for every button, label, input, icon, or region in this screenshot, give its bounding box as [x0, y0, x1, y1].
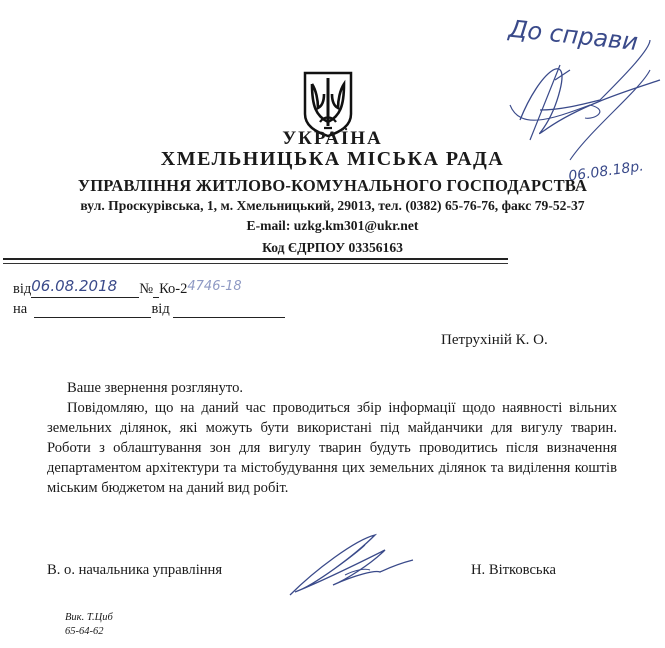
number-gap — [153, 281, 159, 298]
signatory-position: В. о. начальника управління — [47, 562, 223, 578]
reference-line-on — [13, 301, 285, 318]
header-council: ХМЕЛЬНИЦЬКА МІСЬКА РАДА — [160, 148, 505, 170]
from-date-field — [31, 277, 139, 298]
header-divider-thin — [3, 263, 508, 264]
header-department: УПРАВЛІННЯ ЖИТЛОВО-КОМУНАЛЬНОГО ГОСПОДАРСТВА — [77, 176, 588, 195]
from-date-handwritten: 06.08.2018 — [31, 277, 118, 295]
header-divider — [3, 258, 508, 260]
signatory-name: Н. Вітковська — [471, 562, 556, 578]
number-prefix: Ко-2 — [159, 281, 188, 297]
number-handwritten: 4746-18 — [187, 279, 242, 294]
executor-name: Вик. Т.Циб — [65, 612, 113, 623]
on-date-field — [173, 301, 285, 318]
number-field — [187, 279, 245, 298]
on-number-field — [34, 301, 151, 318]
from-label: від — [13, 281, 32, 297]
header-code: Код ЄДРПОУ 03356163 — [262, 240, 403, 255]
recipient: Петрухіній К. О. — [441, 332, 548, 348]
reference-line-from — [13, 277, 245, 298]
body-paragraph-2: Повідомляю, що на даний час проводиться збір інформації щодо наявності вільних земельних ділянок, які можуть бути використані під майданчики для вигулу тварин. Роботи з облаштування зон для вигулу тварин будуть проводитись після визначення департаментом архітектури та містобудування цих земельних ділянок та виділення коштів міським бюджетом на даний вид робіт. — [47, 400, 617, 496]
on-from-label: від — [151, 301, 170, 317]
body-paragraph-1: Ваше звернення розглянуто. — [67, 380, 244, 396]
header-email: E-mail: uzkg.km301@ukr.net — [246, 218, 419, 233]
on-label: на — [13, 301, 28, 317]
executor-block — [65, 611, 113, 639]
resolution-text: До справи — [507, 14, 640, 57]
executor-phone: 65-64-62 — [65, 626, 104, 637]
header-address: вул. Проскурівська, 1, м. Хмельницький, 29013, тел. (0382) 65-76-76, факс 79-52-37 — [80, 198, 585, 213]
number-label: № — [139, 281, 154, 297]
signature-scribble-icon — [285, 530, 415, 600]
header-country: УКРАЇНА — [282, 128, 383, 149]
resolution-date: 06.08.18р. — [567, 158, 645, 185]
